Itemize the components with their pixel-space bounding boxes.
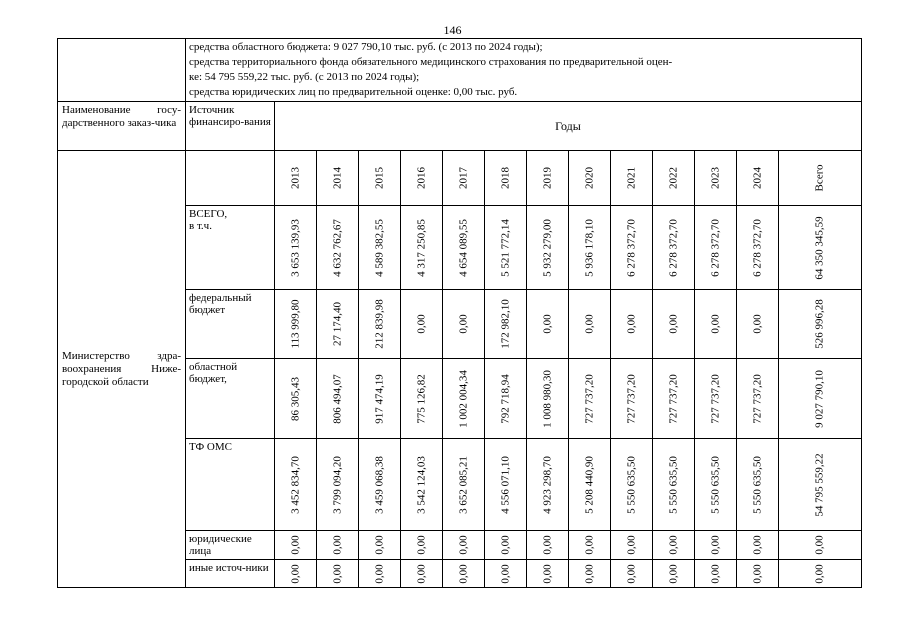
value-text: 113 999,80 [289,299,301,349]
value-cell [359,439,401,531]
value-cell [443,290,485,359]
value-text: 6 278 372,70 [751,218,763,277]
value-text: 0,00 [541,563,553,584]
value-cell [737,206,779,290]
value-cell [275,531,317,560]
value-text: 0,00 [457,563,469,584]
year-header-empty-cell [186,151,275,206]
value-cell [569,439,611,531]
year-header [359,151,401,206]
value-text: 775 126,82 [415,373,427,424]
value-cell [611,206,653,290]
year-header [569,151,611,206]
value-cell [653,560,695,588]
value-text: 27 174,40 [331,302,343,346]
value-text: 4 654 089,55 [457,218,469,277]
value-text: 526 996,28 [813,299,826,349]
value-cell [611,531,653,560]
value-cell [485,439,527,531]
value-text: 0,00 [583,314,595,334]
intro-empty-cell [58,39,186,102]
value-cell [653,439,695,531]
value-cell [275,560,317,588]
value-cell [485,531,527,560]
value-text: 5 932 279,00 [541,218,553,277]
value-text: 0,00 [751,314,763,334]
value-text: 0,00 [709,535,721,555]
value-cell [611,560,653,588]
value-text: 0,00 [813,563,826,584]
value-text: 727 737,20 [751,373,763,424]
value-cell [317,531,359,560]
total-cell [779,531,862,560]
value-cell [527,531,569,560]
value-cell [695,439,737,531]
value-cell [443,439,485,531]
total-cell [779,206,862,290]
value-cell [737,290,779,359]
intro-line: ке: 54 795 559,22 тыс. руб. (с 2013 по 2024 годы); [189,71,420,83]
value-cell [401,531,443,560]
value-text: 0,00 [289,563,301,584]
value-cell [485,206,527,290]
year-label: 2015 [373,167,385,189]
source-label: областной бюджет, [186,359,275,439]
value-cell [275,359,317,439]
value-cell [569,560,611,588]
value-cell [527,439,569,531]
year-label: 2021 [625,167,637,189]
year-label: 2023 [709,167,721,189]
value-text: 5 936 178,10 [583,218,595,277]
value-text: 5 550 635,50 [751,455,763,514]
value-text: 0,00 [541,535,553,555]
intro-line: средства территориального фонда обязательного медицинского страхования по предварительной оцен- [189,56,673,68]
value-text: 3 799 094,20 [331,455,343,514]
value-cell [695,290,737,359]
value-text: 5 550 635,50 [625,455,637,514]
value-cell [359,359,401,439]
year-header [275,151,317,206]
value-cell [401,206,443,290]
value-cell [527,359,569,439]
value-text: 0,00 [331,563,343,584]
value-text: 6 278 372,70 [625,218,637,277]
intro-line: средства юридических лиц по предварительной оценке: 0,00 тыс. руб. [189,86,518,98]
value-cell [611,359,653,439]
value-text: 727 737,20 [667,373,679,424]
value-cell [401,290,443,359]
value-cell [695,359,737,439]
value-cell [695,206,737,290]
value-text: 4 589 382,55 [373,218,385,277]
value-cell [737,359,779,439]
value-cell [443,206,485,290]
value-cell [317,439,359,531]
value-text: 0,00 [625,563,637,584]
value-cell [527,206,569,290]
value-text: 172 982,10 [499,299,511,349]
year-label: 2018 [499,167,511,189]
value-text: 9 027 790,10 [813,369,826,428]
intro-line: средства областного бюджета: 9 027 790,10 тыс. руб. (с 2013 по 2024 годы); [189,41,543,53]
value-text: 0,00 [709,314,721,334]
value-text: 0,00 [813,535,826,555]
value-cell [737,560,779,588]
year-label: 2019 [541,167,553,189]
value-cell [569,531,611,560]
value-text: 5 208 440,90 [583,455,595,514]
total-cell [779,560,862,588]
value-cell [569,206,611,290]
value-text: 6 278 372,70 [709,218,721,277]
value-cell [317,290,359,359]
value-cell [653,531,695,560]
value-cell [653,206,695,290]
year-label: 2016 [415,167,427,189]
value-text: 0,00 [457,314,469,334]
year-header [611,151,653,206]
value-cell [737,531,779,560]
value-text: 0,00 [541,314,553,334]
value-cell [359,206,401,290]
year-header [737,151,779,206]
value-cell [737,439,779,531]
value-text: 0,00 [667,563,679,584]
year-label: 2022 [667,167,679,189]
value-text: 0,00 [415,535,427,555]
value-text: 0,00 [625,314,637,334]
value-text: 4 317 250,85 [415,218,427,277]
total-cell [779,439,862,531]
value-text: 6 278 372,70 [667,218,679,277]
funding-table [57,38,862,588]
value-text: 4 923 298,70 [541,455,553,514]
source-label: иные источ-ники [186,560,275,588]
value-text: 5 521 772,14 [499,218,511,277]
value-text: 0,00 [667,314,679,334]
value-text: 5 550 635,50 [709,455,721,514]
value-text: 0,00 [583,535,595,555]
value-text: 0,00 [331,535,343,555]
value-text: 0,00 [457,535,469,555]
value-cell [569,290,611,359]
value-text: 0,00 [499,563,511,584]
value-cell [653,290,695,359]
value-text: 0,00 [751,535,763,555]
year-label: 2014 [331,167,343,189]
value-cell [443,531,485,560]
value-text: 0,00 [625,535,637,555]
value-text: 0,00 [415,314,427,334]
value-text: 212 839,98 [373,299,385,349]
value-cell [527,290,569,359]
value-text: 0,00 [751,563,763,584]
total-header [779,151,862,206]
value-cell [569,359,611,439]
value-cell [317,560,359,588]
total-cell [779,290,862,359]
value-text: 917 474,19 [373,373,385,424]
value-cell [401,560,443,588]
value-text: 0,00 [667,535,679,555]
value-cell [485,290,527,359]
value-text: 792 718,94 [499,373,511,424]
value-text: 0,00 [499,535,511,555]
year-header [695,151,737,206]
source-label: ВСЕГО, в т.ч. [186,206,275,290]
value-text: 3 452 834,70 [289,455,301,514]
year-header [443,151,485,206]
value-cell [275,290,317,359]
year-label: 2013 [289,167,301,189]
source-label: юридические лица [186,531,275,560]
value-text: 0,00 [415,563,427,584]
value-text: 5 550 635,50 [667,455,679,514]
value-text: 86 305,43 [289,376,301,421]
intro-text [186,39,862,102]
year-header [485,151,527,206]
value-text: 806 494,07 [331,373,343,424]
value-cell [527,560,569,588]
value-cell [611,439,653,531]
year-header [401,151,443,206]
value-cell [275,439,317,531]
customer-column-header: Наименование госу-дарственного заказ-чика [58,102,186,151]
customer-name: Министерство здра-воохранения Ниже-городской области [58,151,186,588]
source-label: федеральный бюджет [186,290,275,359]
value-cell [695,531,737,560]
value-cell [401,359,443,439]
value-text: 64 350 345,59 [813,215,826,280]
value-text: 727 737,20 [583,373,595,424]
value-cell [359,531,401,560]
value-cell [695,560,737,588]
year-header [527,151,569,206]
value-cell [653,359,695,439]
page-number: 146 [443,23,462,37]
source-label: ТФ ОМС [186,439,275,531]
source-column-header: Источник финансиро-вания [186,102,275,151]
year-header [317,151,359,206]
value-cell [317,359,359,439]
value-text: 0,00 [583,563,595,584]
value-cell [359,290,401,359]
value-text: 0,00 [709,563,721,584]
years-title: Годы [275,102,862,151]
value-text: 54 795 559,22 [813,452,826,517]
value-cell [443,560,485,588]
value-cell [485,560,527,588]
value-text: 0,00 [373,535,385,555]
value-text: 727 737,20 [625,373,637,424]
value-cell [443,359,485,439]
value-text: 3 652 085,21 [457,455,469,514]
year-label: 2020 [583,167,595,189]
value-cell [317,206,359,290]
value-cell [485,359,527,439]
value-cell [359,560,401,588]
value-text: 1 002 004,34 [457,369,469,428]
value-text: 0,00 [373,563,385,584]
value-text: 727 737,20 [709,373,721,424]
year-header [653,151,695,206]
year-label: 2017 [457,167,469,189]
value-text: 3 459 068,38 [373,455,385,514]
value-text: 4 632 762,67 [331,218,343,277]
value-text: 0,00 [289,535,301,555]
value-cell [401,439,443,531]
year-label: Всего [813,164,826,192]
value-text: 4 556 071,10 [499,455,511,514]
value-cell [275,206,317,290]
year-label: 2024 [751,167,763,189]
value-text: 1 008 980,30 [541,369,553,428]
value-text: 3 542 124,03 [415,455,427,514]
value-text: 3 653 139,93 [289,218,301,277]
total-cell [779,359,862,439]
value-cell [611,290,653,359]
